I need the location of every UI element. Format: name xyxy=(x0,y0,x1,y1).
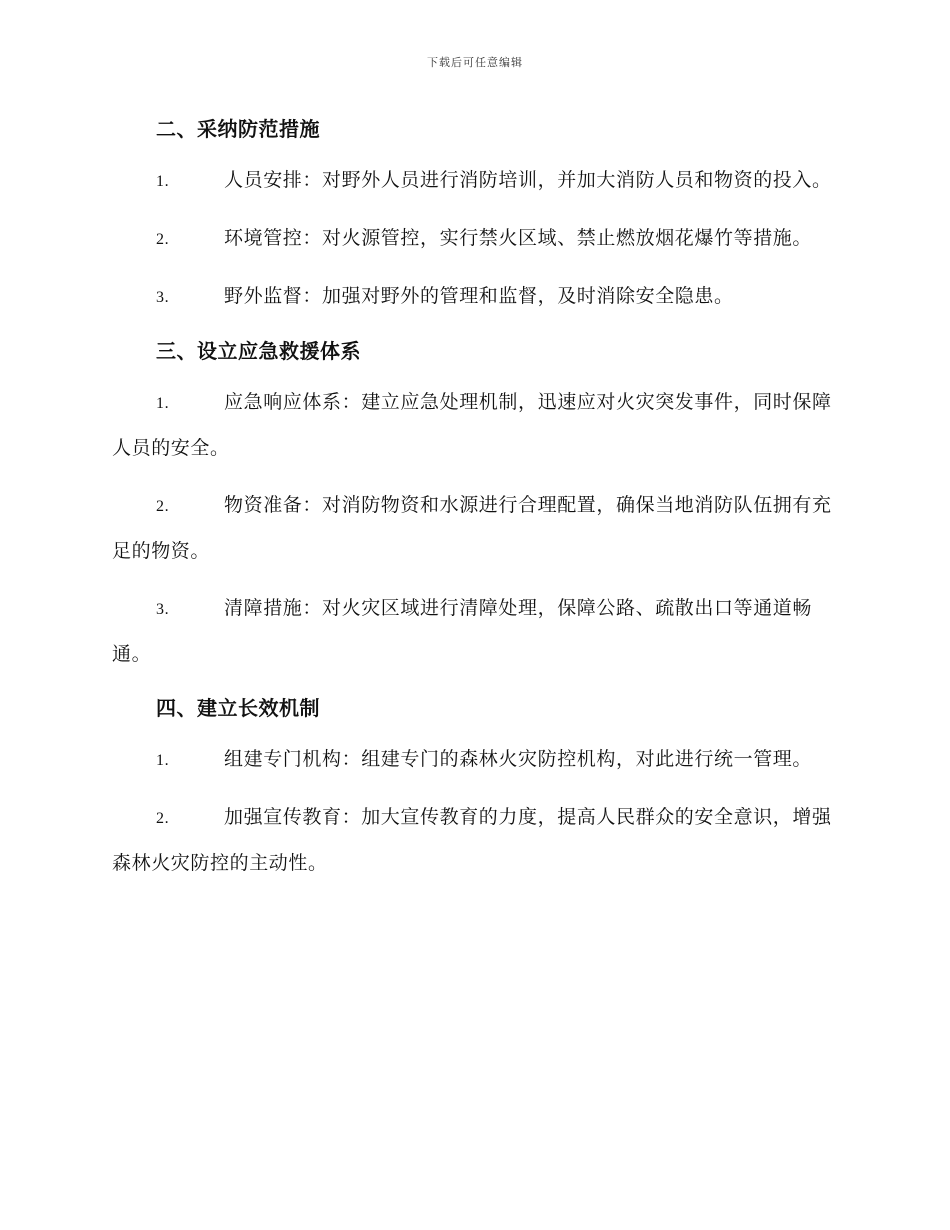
list-text: 清障措施：对火灾区域进行清障处理，保障公路、疏散出口等通道畅通。 xyxy=(112,597,813,665)
list-text: 环境管控：对火源管控，实行禁火区域、禁止燃放烟花爆竹等措施。 xyxy=(224,227,813,249)
list-number: 2. xyxy=(156,810,170,827)
list-item xyxy=(112,216,836,262)
list-text: 物资准备：对消防物资和水源进行合理配置，确保当地消防队伍拥有充足的物资。 xyxy=(112,494,832,562)
list-item xyxy=(112,483,836,574)
list-item xyxy=(112,380,836,471)
list-number: 3. xyxy=(156,601,170,618)
list-number: 1. xyxy=(156,173,170,190)
list-number: 3. xyxy=(156,289,170,306)
list-number: 2. xyxy=(156,498,170,515)
list-number: 1. xyxy=(156,752,170,769)
list-number: 1. xyxy=(156,395,170,412)
list-item xyxy=(112,274,836,320)
section-heading: 二、采纳防范措施 xyxy=(156,117,320,141)
list-item xyxy=(112,158,836,204)
document-body xyxy=(112,112,836,886)
list-text: 应急响应体系：建立应急处理机制，迅速应对火灾突发事件，同时保障人员的安全。 xyxy=(112,391,832,459)
list-text: 野外监督：加强对野外的管理和监督，及时消除安全隐患。 xyxy=(224,285,734,307)
list-item xyxy=(112,586,836,677)
list-item xyxy=(112,737,836,783)
page-header: 下载后可任意编辑 xyxy=(427,56,523,69)
section-heading: 三、设立应急救援体系 xyxy=(156,339,361,363)
list-item xyxy=(112,795,836,886)
section-heading: 四、建立长效机制 xyxy=(156,696,320,720)
list-text: 加强宣传教育：加大宣传教育的力度，提高人民群众的安全意识，增强森林火灾防控的主动性。 xyxy=(112,806,832,874)
list-text: 人员安排：对野外人员进行消防培训，并加大消防人员和物资的投入。 xyxy=(224,169,832,191)
list-text: 组建专门机构：组建专门的森林火灾防控机构，对此进行统一管理。 xyxy=(224,748,813,770)
list-number: 2. xyxy=(156,231,170,248)
